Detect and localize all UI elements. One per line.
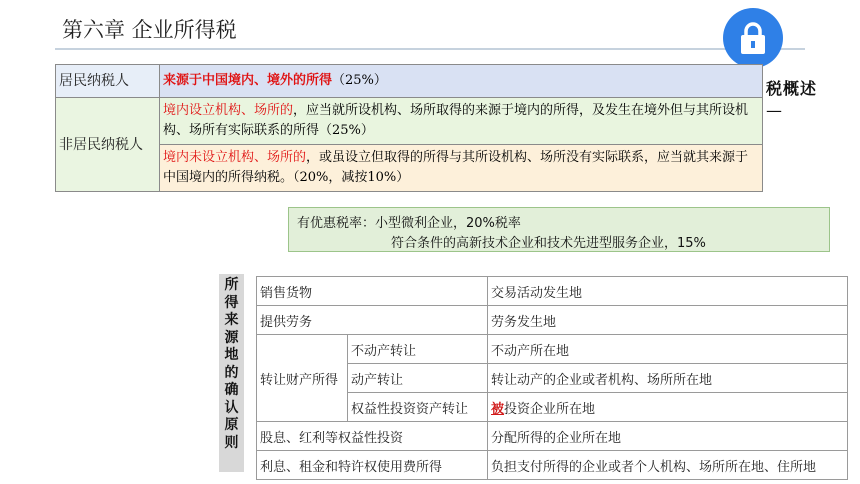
lock-button[interactable] — [723, 8, 783, 68]
table-row — [257, 277, 848, 306]
cell-equity-label: 权益性投资资产转让 — [348, 393, 488, 422]
cell-service-value: 劳务发生地 — [488, 306, 848, 335]
cell-realestate-value: 不动产所在地 — [488, 335, 848, 364]
resident-scope-highlight: 来源于中国境内、境外的所得 — [163, 73, 333, 88]
side-section-dash: — — [766, 101, 782, 120]
cell-interest-value: 负担支付所得的企业或者个人机构、场所所在地、住所地 — [488, 451, 848, 480]
preferential-line-2: 符合条件的高新技术企业和技术先进型服务企业，15% — [391, 236, 706, 251]
page-title: 第六章 企业所得税 — [62, 18, 237, 42]
table-row — [56, 65, 763, 98]
nonresident-row1-highlight: 境内设立机构、场所的 — [163, 103, 294, 118]
nonresident-without-establishment — [160, 145, 763, 192]
income-source-table — [256, 276, 848, 480]
nonresident-label: 非居民纳税人 — [56, 98, 160, 192]
cell-realestate-label: 不动产转让 — [348, 335, 488, 364]
table-row — [257, 335, 848, 364]
cell-sales-value: 交易活动发生地 — [488, 277, 848, 306]
table-row — [257, 422, 848, 451]
cell-dividend-label: 股息、红利等权益性投资 — [257, 422, 488, 451]
nonresident-row2-text: ，或虽设立但取得的所得与其所设机构、场所没有实际联系，应当就其来源于中国境内的所得纳税。（20%，减按10%） — [163, 150, 749, 185]
nonresident-with-establishment — [160, 98, 763, 145]
cell-service-label: 提供劳务 — [257, 306, 488, 335]
equity-value-rest: 投资企业所在地 — [504, 401, 596, 417]
preferential-line-1: 有优惠税率：小型微利企业，20%税率 — [297, 216, 521, 231]
table-row — [257, 451, 848, 480]
resident-rate: （25%） — [332, 73, 387, 88]
side-section-title: 税概述 — [766, 79, 818, 98]
source-rules-title-text: 所得来源地的确认原则 — [224, 277, 239, 451]
table-row — [257, 306, 848, 335]
lock-icon — [739, 21, 767, 55]
cell-interest-label: 利息、租金和特许权使用费所得 — [257, 451, 488, 480]
table-row — [56, 98, 763, 145]
equity-value-highlight: 被 — [491, 401, 505, 417]
taxpayer-table — [55, 64, 763, 192]
title-divider — [55, 48, 805, 50]
cell-transfer-label: 转让财产所得 — [257, 335, 348, 422]
cell-movable-value: 转让动产的企业或者机构、场所所在地 — [488, 364, 848, 393]
resident-label: 居民纳税人 — [56, 65, 160, 98]
cell-sales-label: 销售货物 — [257, 277, 488, 306]
cell-equity-value — [488, 393, 848, 422]
resident-scope — [160, 65, 763, 98]
cell-movable-label: 动产转让 — [348, 364, 488, 393]
nonresident-row1-text: ，应当就所设机构、场所取得的来源于境内的所得，及发生在境外但与其所设机构、场所有实际联系的所得（25%） — [163, 103, 749, 138]
preferential-rate-box — [288, 207, 830, 252]
nonresident-row2-highlight: 境内未设立机构、场所的 — [163, 150, 307, 165]
table-row — [56, 145, 763, 192]
cell-dividend-value: 分配所得的企业所在地 — [488, 422, 848, 451]
source-rules-vertical-title — [219, 274, 244, 472]
